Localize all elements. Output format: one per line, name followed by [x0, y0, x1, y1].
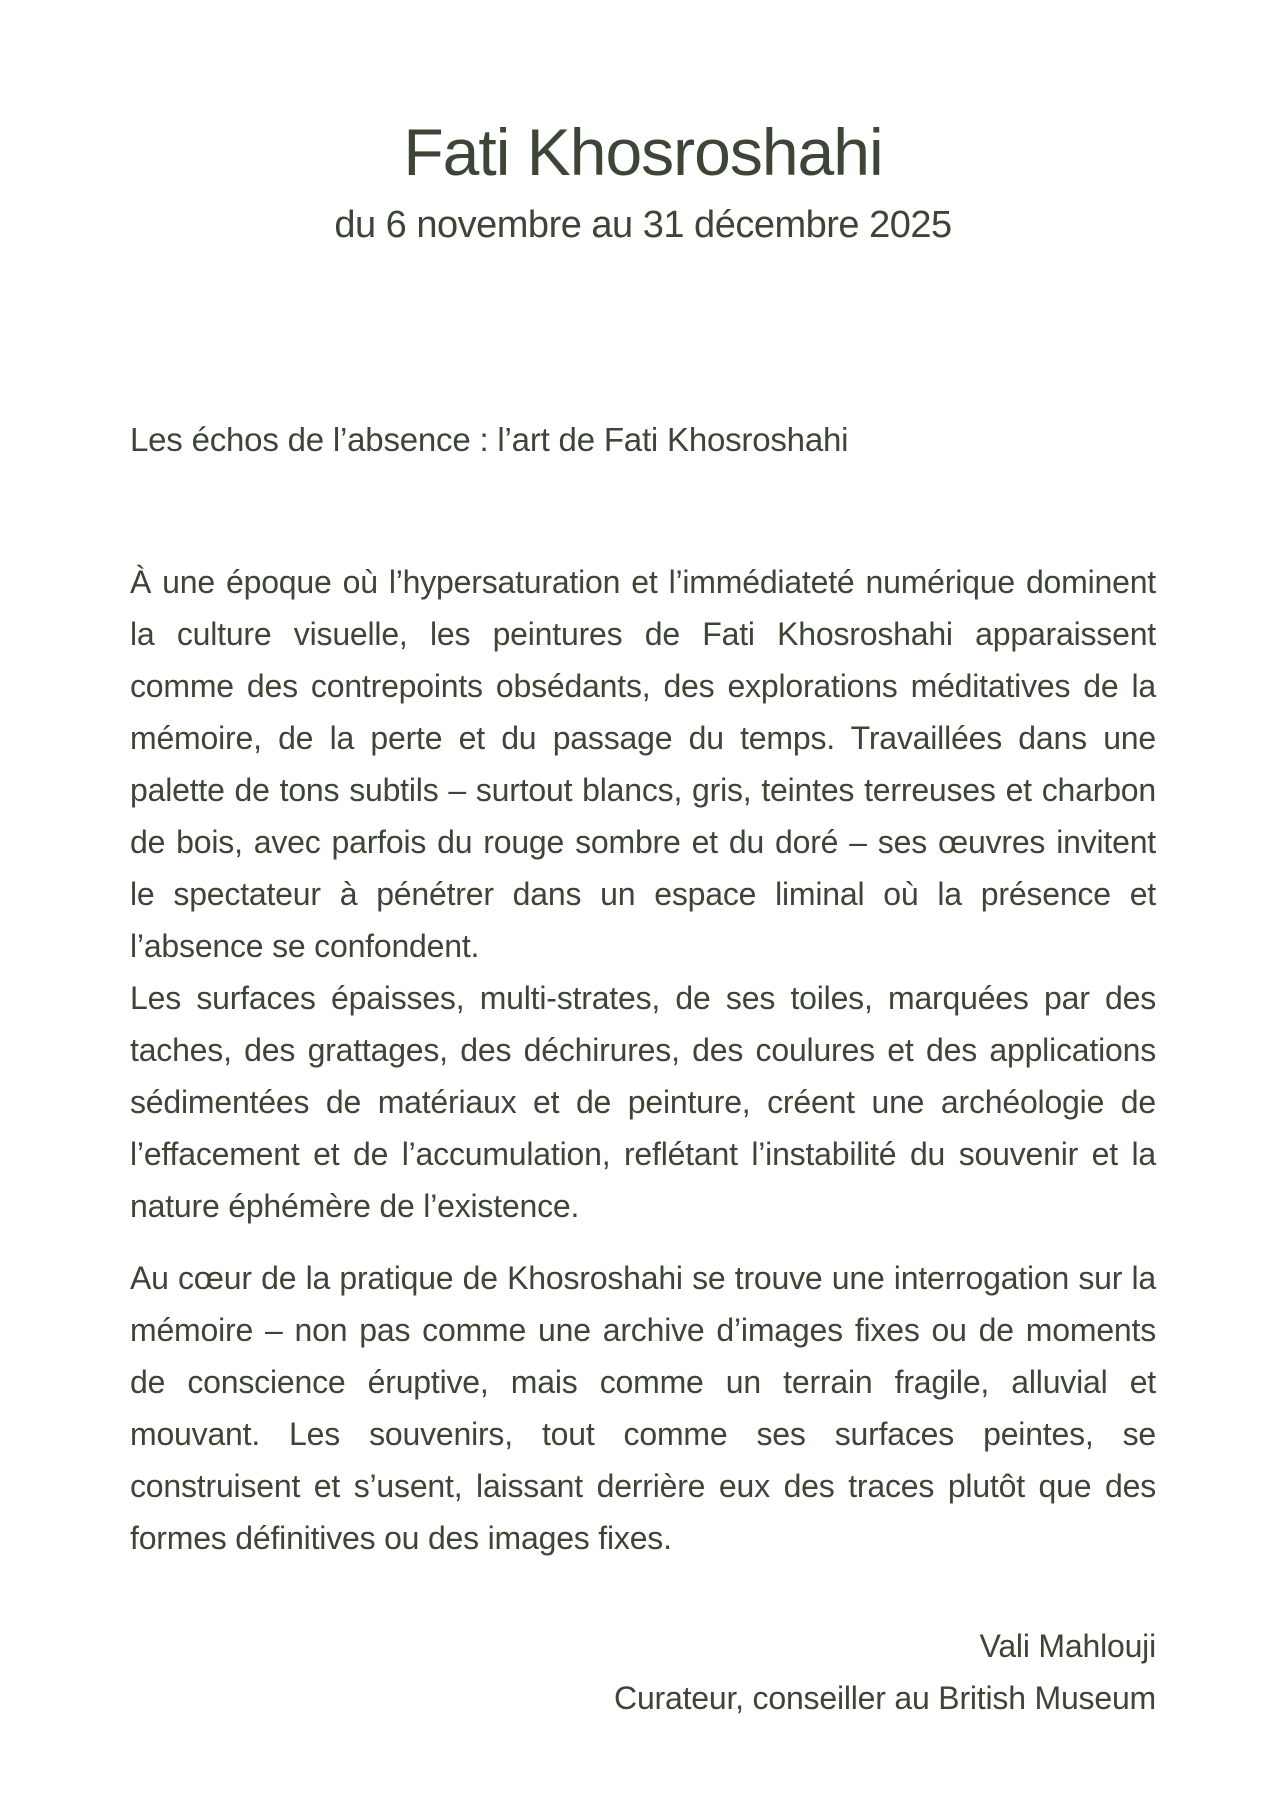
essay-paragraph-2: Les surfaces épaisses, multi-strates, de ses toiles, marquées par des taches, des grattages, des déchirures, des coulures et des applications sédimentées de matériaux et de peinture, créent une archéologie de l’effacement et de l’accumulation, reflétant l’instabilité du souvenir et la nature éphémère de l’existence.: [130, 979, 1156, 1224]
signature-role: Curateur, conseiller au British Museum: [614, 1679, 1156, 1716]
essay-paragraph-3: Au cœur de la pratique de Khosroshahi se trouve une interrogation sur la mémoire – non pas comme une archive d’images fixes ou de moments de conscience éruptive, mais comme un terrain fragile, alluvial et mouvant. Les souvenirs, tout comme ses surfaces peintes, se construisent et s’usent, laissant derrière eux des traces plutôt que des formes définitives ou des images fixes.: [130, 1259, 1156, 1556]
essay-paragraph-1: À une époque où l’hypersaturation et l’immédiateté numérique dominent la culture visuelle, les peintures de Fati Khosroshahi apparaissent comme des contrepoints obsédants, des explorations méditatives de la mémoire, de la perte et du passage du temps. Travaillées dans une palette de tons subtils – surtout blancs, gris, teintes terreuses et charbon de bois, avec parfois du rouge sombre et du doré – ses œuvres invitent le spectateur à pénétrer dans un espace liminal où la présence et l’absence se confondent.: [130, 563, 1156, 964]
page-title: Fati Khosroshahi: [403, 115, 883, 189]
essay-title: Les échos de l’absence : l’art de Fati Khosroshahi: [130, 421, 849, 459]
signature-block: [130, 1620, 1156, 1724]
exhibition-date-range: du 6 novembre au 31 décembre 2025: [334, 203, 952, 246]
essay-body: [130, 556, 1156, 1564]
signature-name: Vali Mahlouji: [979, 1627, 1156, 1664]
